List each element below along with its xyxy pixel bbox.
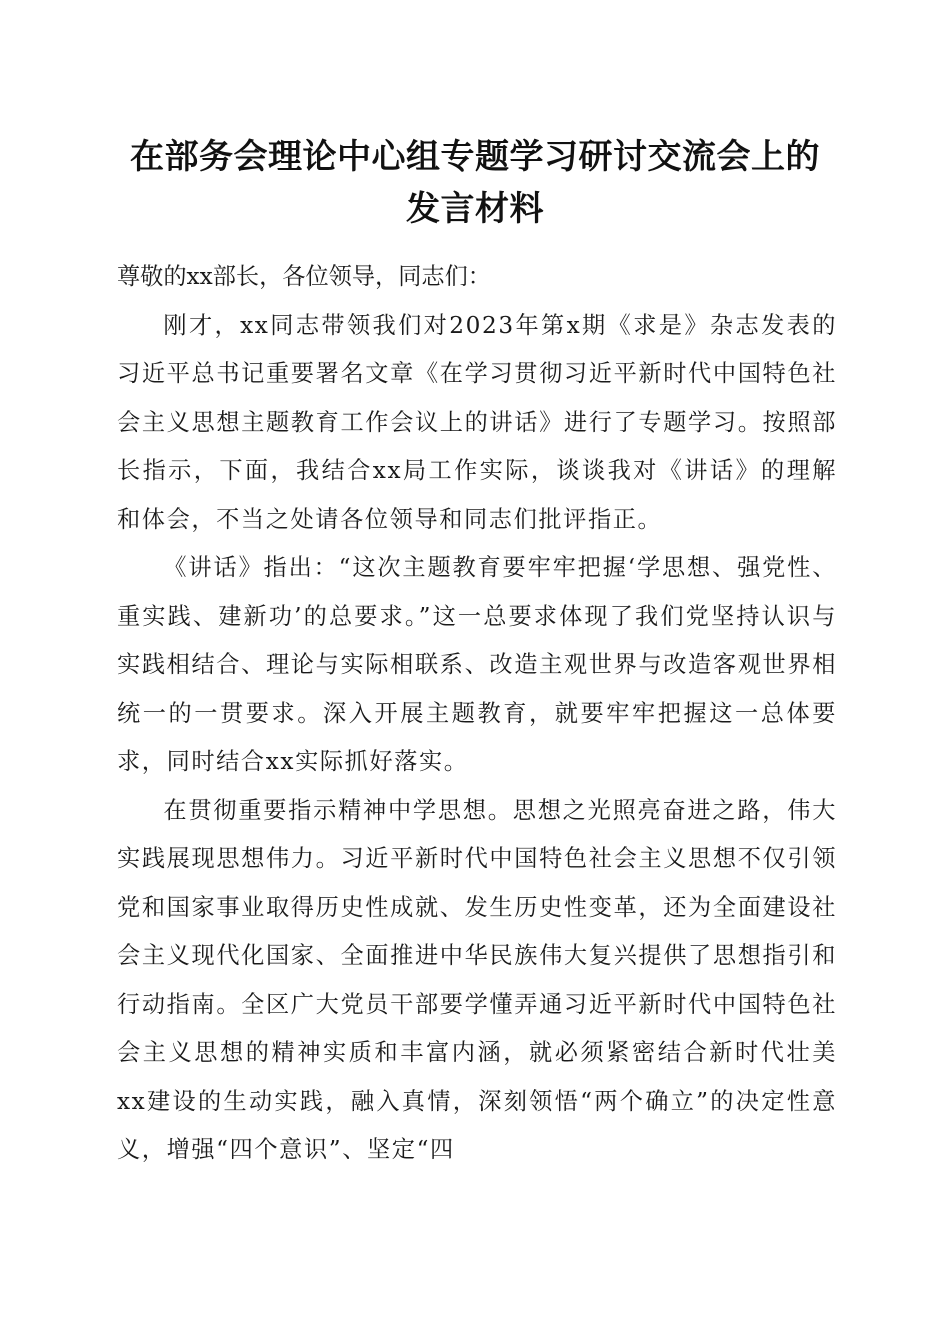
title-line-1: 在部务会理论中心组专题学习研讨交流会上的 xyxy=(130,137,820,177)
salutation: 尊敬的xx部长，各位领导，同志们： xyxy=(117,263,491,290)
paragraph-study-thought: 在贯彻重要指示精神中学思想。思想之光照亮奋进之路，伟大实践展现思想伟力。习近平新时代中国特色社会主义思想不仅引领党和国家事业取得历史性成就、发生历史性变革，还为全面建设社会主义现代化国家、全面推进中华民族伟大复兴提供了思想指引和行动指南。全区广大党员干部要学懂弄通习近平新时代中国特色社会主义思想的精神实质和丰富内涵，就必须紧密结合新时代壮美xx建设的生动实践，融入真情，深刻领悟“两个确立”的决定性意义，增强“四个意识”、坚定“四 xyxy=(117,796,837,1163)
document-body xyxy=(117,253,837,1175)
document-title xyxy=(100,131,850,235)
title-line-2: 发言材料 xyxy=(406,189,544,229)
paragraph-requirements: 《讲话》指出：“这次主题教育要牢牢把握‘学思想、强党性、重实践、建新功’的总要求。”这一总要求体现了我们党坚持认识与实践相结合、理论与实际相联系、改造主观世界与改造客观世界相统一的一贯要求。深入开展主题教育，就要牢牢把握这一总体要求，同时结合xx实际抓好落实。 xyxy=(117,554,837,775)
paragraph-intro: 刚才，xx同志带领我们对2023年第x期《求是》杂志发表的习近平总书记重要署名文章《在学习贯彻习近平新时代中国特色社会主义思想主题教育工作会议上的讲话》进行了专题学习。按照部长指示，下面，我结合xx局工作实际，谈谈我对《讲话》的理解和体会，不当之处请各位领导和同志们批评指正。 xyxy=(117,311,837,533)
